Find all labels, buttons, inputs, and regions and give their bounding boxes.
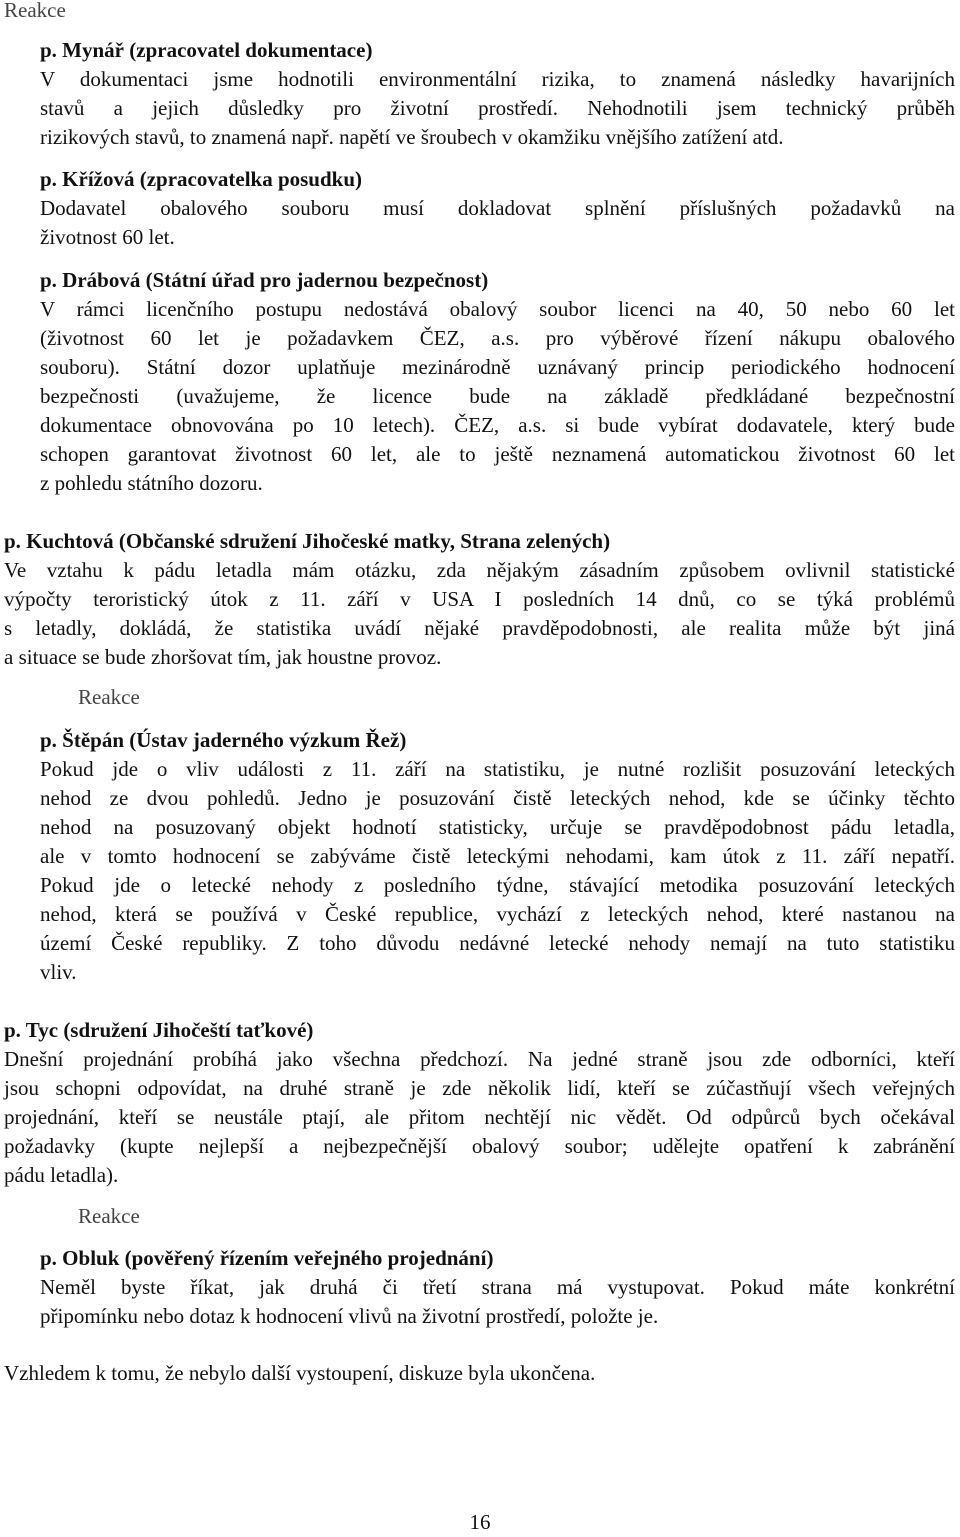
speaker-name: p. Štěpán (Ústav jaderného výzkum Řež) xyxy=(40,728,407,752)
paragraph-line: Ve vztahu k pádu letadla mám otázku, zda nějakým zásadním způsobem ovlivnil statistické xyxy=(4,558,955,582)
paragraph-line: rizikových stavů, to znamená např. napětí ve šroubech v okamžiku vnějšího zatížení atd. xyxy=(40,125,784,149)
paragraph-line: vliv. xyxy=(40,960,77,984)
speaker-name: p. Kuchtová (Občanské sdružení Jihočeské matky, Strana zelených) xyxy=(4,529,611,553)
paragraph-line: Dnešní projednání probíhá jako všechna předchozí. Na jedné straně jsou zde odborníci, kteří xyxy=(4,1047,955,1071)
paragraph-line: Pokud jde o vliv události z 11. září na statistiku, je nutné rozlišit posuzování leteckých xyxy=(40,757,955,781)
paragraph-line: V rámci licenčního postupu nedostává obalový soubor licenci na 40, 50 nebo 60 let xyxy=(40,297,955,321)
paragraph-line: výpočty teroristický útok z 11. září v USA I posledních 14 dnů, co se týká problémů xyxy=(4,587,955,611)
paragraph-line: schopen garantovat životnost 60 let, ale to ještě neznamená automatickou životnost 60 let xyxy=(40,442,955,466)
paragraph-line: stavů a jejich důsledky pro životní prostředí. Nehodnotili jsem technický průběh xyxy=(40,96,955,120)
speaker-name: p. Křížová (zpracovatelka posudku) xyxy=(40,167,363,191)
paragraph-line: Neměl byste říkat, jak druhá či třetí strana má vystupovat. Pokud máte konkrétní xyxy=(40,1275,955,1299)
paragraph-line: V dokumentaci jsme hodnotili environmentální rizika, to znamená následky havarijních xyxy=(40,67,955,91)
paragraph-line: projednání, kteří se neustále ptají, ale přitom nechtějí nic vědět. Od odpůrců bych očekával xyxy=(4,1105,955,1129)
speaker-name: p. Obluk (pověřený řízením veřejného projednání) xyxy=(40,1246,494,1270)
paragraph-line: a situace se bude zhoršovat tím, jak houstne provoz. xyxy=(4,645,442,669)
paragraph-line: ale v tomto hodnocení se zabýváme čistě leteckými nehodami, kam útok z 11. září nepatří. xyxy=(40,844,955,868)
paragraph-line: pádu letadla). xyxy=(4,1163,119,1187)
paragraph-line: z pohledu státního dozoru. xyxy=(40,471,263,495)
paragraph-line: nehod ze dvou pohledů. Jedno je posuzování čistě leteckých nehod, kde se účinky těchto xyxy=(40,786,955,810)
paragraph-line: s letadly, dokládá, že statistika uvádí nějaké pravděpodobnosti, ale realita může být jiná xyxy=(4,616,955,640)
reakce-label: Reakce xyxy=(4,0,66,22)
paragraph-line: životnost 60 let. xyxy=(40,225,175,249)
paragraph-line: Pokud jde o letecké nehody z posledního týdne, stávající metodika posuzování leteckých xyxy=(40,873,955,897)
speaker-name: p. Drábová (Státní úřad pro jadernou bezpečnost) xyxy=(40,268,489,292)
page-number: 16 xyxy=(469,1510,491,1534)
closing-statement: Vzhledem k tomu, že nebylo další vystoupení, diskuze byla ukončena. xyxy=(4,1361,596,1385)
paragraph-line: nehod na posuzovaný objekt hodnotí statisticky, určuje se pravděpodobnost pádu letadla, xyxy=(40,815,955,839)
paragraph-line: nehod, která se používá v České republice, vychází z leteckých nehod, které nastanou na xyxy=(40,902,955,926)
paragraph-line: území České republiky. Z toho důvodu nedávné letecké nehody nemají na tuto statistiku xyxy=(40,931,955,955)
paragraph-line: Dodavatel obalového souboru musí dokladovat splnění příslušných požadavků na xyxy=(40,196,955,220)
speaker-name: p. Mynář (zpracovatel dokumentace) xyxy=(40,38,373,62)
paragraph-line: souboru). Státní dozor uplatňuje mezinárodně uznávaný princip periodického hodnocení xyxy=(40,355,955,379)
paragraph-line: bezpečnosti (uvažujeme, že licence bude na základě předkládané bezpečnostní xyxy=(40,384,955,408)
paragraph-line: jsou schopni odpovídat, na druhé straně je zde několik lidí, kteří se zúčastňují všech veřejných xyxy=(4,1076,955,1100)
speaker-name: p. Tyc (sdružení Jihočeští taťkové) xyxy=(4,1018,314,1042)
paragraph-line: požadavky (kupte nejlepší a nejbezpečnější obalový soubor; udělejte opatření k zabránění xyxy=(4,1134,955,1158)
paragraph-line: připomínku nebo dotaz k hodnocení vlivů na životní prostředí, položte je. xyxy=(40,1304,659,1328)
reakce-label: Reakce xyxy=(78,1204,140,1228)
paragraph-line: dokumentace obnovována po 10 letech). ČEZ, a.s. si bude vybírat dodavatele, který bude xyxy=(40,413,955,437)
reakce-label: Reakce xyxy=(78,685,140,709)
paragraph-line: (životnost 60 let je požadavkem ČEZ, a.s. pro výběrové řízení nákupu obalového xyxy=(40,326,955,350)
